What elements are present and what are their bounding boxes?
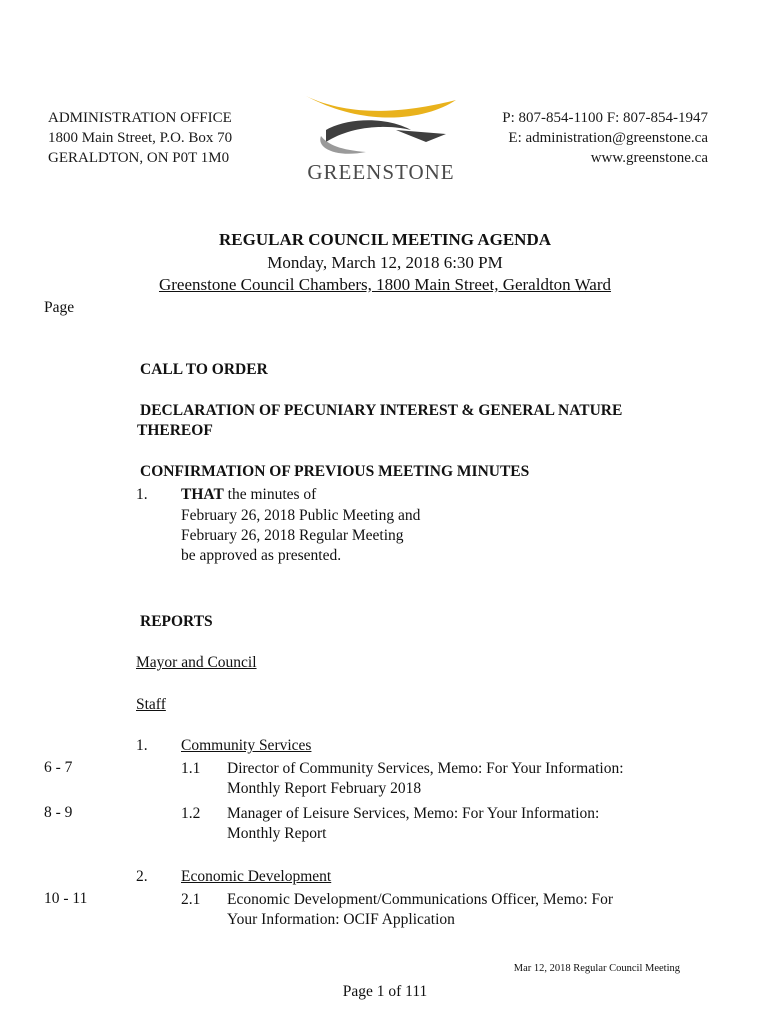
subitem-line1: Economic Development/Communications Officer, Memo: For [227, 891, 614, 908]
staff-item-heading-economic: Economic Development [181, 868, 332, 885]
page-column-label: Page [44, 299, 75, 316]
declaration-heading-line2: THEREOF [137, 422, 213, 439]
contact-block [502, 108, 708, 168]
call-to-order-heading: CALL TO ORDER [140, 361, 268, 378]
footer-meeting-note: Mar 12, 2018 Regular Council Meeting [513, 963, 680, 974]
subitem-line2: Your Information: OCIF Application [227, 911, 455, 928]
subitem-line2: Monthly Report February 2018 [227, 780, 422, 797]
confirmation-item-line3: February 26, 2018 Regular Meeting [181, 527, 404, 544]
office-city: GERALDTON, ON P0T 1M0 [48, 150, 230, 166]
mayor-council-subheading: Mayor and Council [136, 654, 257, 671]
logo-wordmark: GREENSTONE [307, 160, 455, 184]
agenda-title: REGULAR COUNCIL MEETING AGENDA [218, 230, 551, 249]
confirmation-item-line1-rest: the minutes of [223, 486, 317, 503]
staff-item-number: 2. [136, 868, 148, 885]
subitem-line1: Manager of Leisure Services, Memo: For Your Information: [227, 805, 600, 822]
confirmation-heading: CONFIRMATION OF PREVIOUS MEETING MINUTES [140, 463, 530, 480]
subitem-number: 2.1 [181, 891, 201, 908]
confirmation-item-lead: THAT [181, 486, 224, 503]
confirmation-item-line2: February 26, 2018 Public Meeting and [181, 507, 421, 524]
page-range: 10 - 11 [44, 890, 88, 907]
confirmation-item-line4: be approved as presented. [181, 547, 342, 564]
meeting-date: Monday, March 12, 2018 6:30 PM [267, 253, 503, 272]
reports-heading: REPORTS [140, 613, 213, 630]
footer-page-counter: Page 1 of 111 [342, 983, 428, 1000]
office-address-block [48, 108, 232, 168]
staff-item-heading-community: Community Services [181, 737, 312, 754]
office-name: ADMINISTRATION OFFICE [48, 110, 232, 126]
office-street: 1800 Main Street, P.O. Box 70 [48, 130, 233, 146]
subitem-number: 1.1 [181, 760, 201, 777]
staff-item-number: 1. [136, 737, 148, 754]
subitem-line2: Monthly Report [227, 825, 327, 842]
page-range: 6 - 7 [44, 759, 73, 776]
confirmation-item-number: 1. [136, 486, 148, 503]
meeting-location: Greenstone Council Chambers, 1800 Main Street, Geraldton Ward [158, 275, 612, 294]
subitem-line1: Director of Community Services, Memo: For Your Information: [227, 760, 624, 777]
declaration-heading-line1: DECLARATION OF PECUNIARY INTEREST & GENERAL NATURE [140, 402, 623, 419]
contact-website[interactable]: www.greenstone.ca [590, 150, 708, 166]
page-range: 8 - 9 [44, 804, 73, 821]
contact-phone-fax: P: 807-854-1100 F: 807-854-1947 [502, 110, 708, 126]
confirmation-item-line1 [181, 485, 316, 505]
contact-email[interactable]: E: administration@greenstone.ca [508, 130, 708, 146]
subitem-number: 1.2 [181, 805, 201, 822]
staff-subheading: Staff [136, 696, 166, 713]
